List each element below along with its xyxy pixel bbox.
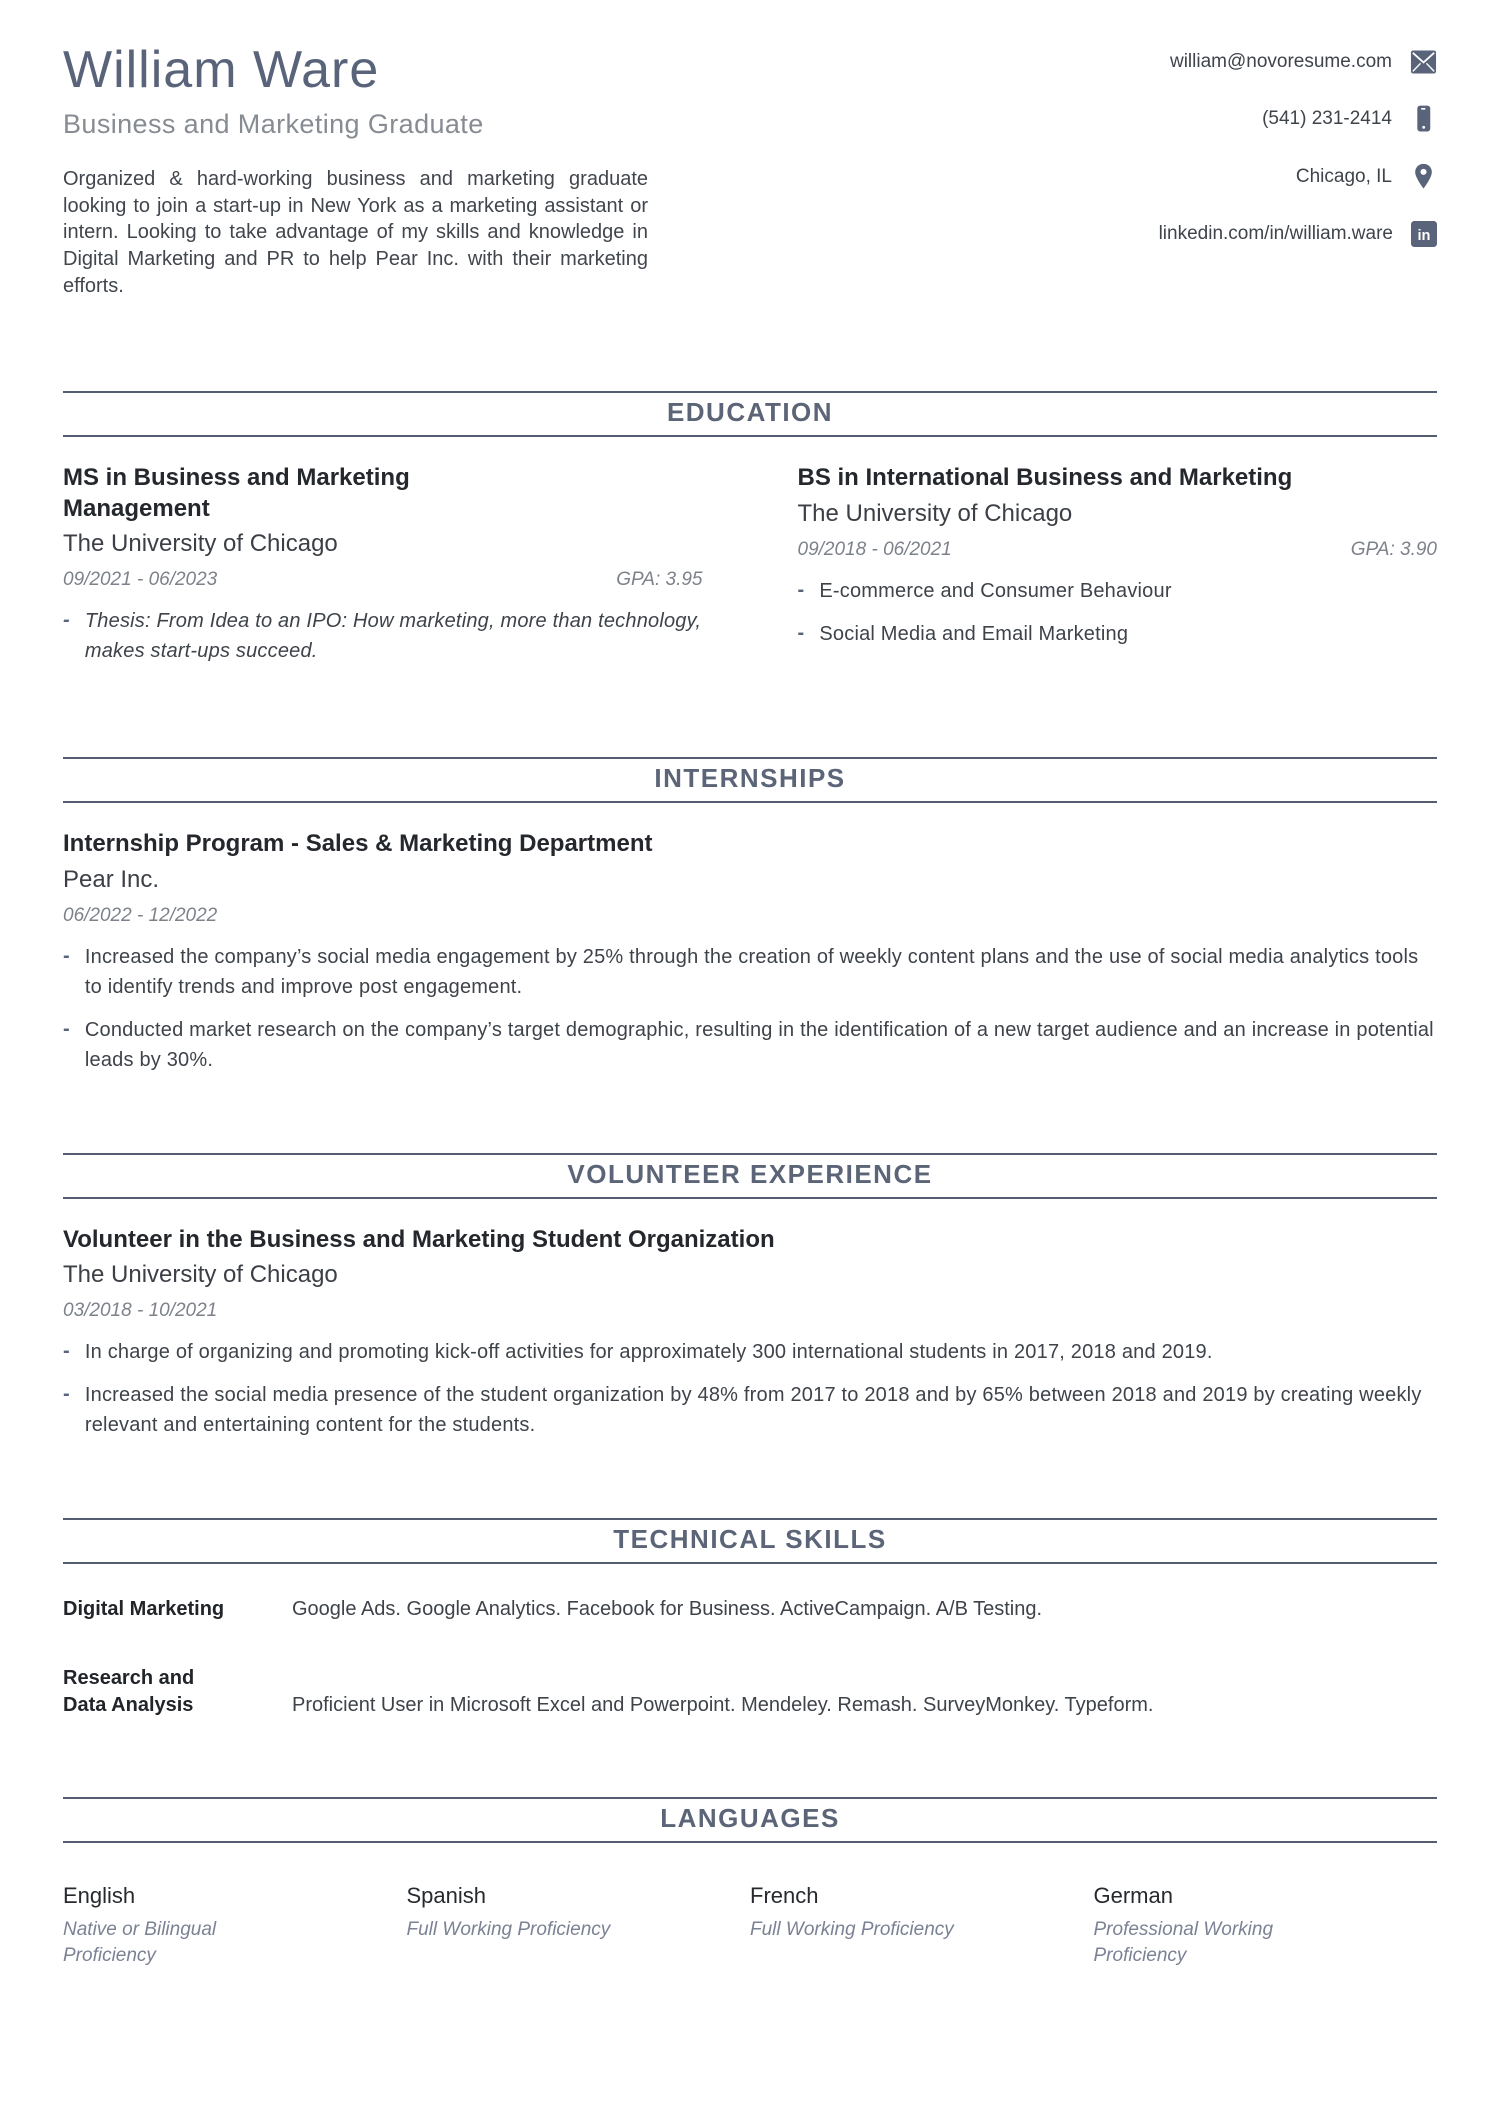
section-education bbox=[63, 391, 1437, 679]
contact-linkedin-label: linkedin.com/in/william.ware bbox=[1158, 223, 1393, 244]
svg-text:in: in bbox=[1417, 228, 1431, 245]
education-bullets bbox=[63, 606, 703, 666]
skill-label: Research and Data Analysis bbox=[63, 1667, 195, 1717]
date-row bbox=[63, 905, 1437, 927]
entry-dates: 09/2018 - 06/2021 bbox=[797, 538, 952, 560]
company-name: Pear Inc. bbox=[63, 865, 160, 893]
linkedin-icon bbox=[1411, 221, 1437, 247]
language-level: Professional Working Proficiency bbox=[1093, 1919, 1274, 1966]
skill-value: Google Ads. Google Analytics. Facebook for Business. ActiveCampaign. A/B Testing. bbox=[292, 1598, 1043, 1621]
technical-skills-header bbox=[63, 1518, 1437, 1564]
entry-gpa: GPA: 3.90 bbox=[1350, 538, 1437, 560]
language-item-english bbox=[63, 1883, 407, 1968]
school-name: The University of Chicago bbox=[63, 530, 338, 558]
date-row bbox=[798, 539, 1438, 561]
entry-dates: 09/2021 - 06/2023 bbox=[63, 569, 218, 591]
education-entry-ms bbox=[63, 463, 703, 679]
volunteer-header bbox=[63, 1153, 1437, 1199]
education-entries bbox=[63, 463, 1437, 679]
degree-title: BS in International Business and Marketing bbox=[797, 464, 1293, 492]
contact-email-label: william@novoresume.com bbox=[1169, 51, 1392, 72]
section-technical-skills bbox=[63, 1518, 1437, 1719]
internships-header bbox=[63, 757, 1437, 803]
identity-block bbox=[63, 42, 648, 299]
degree-title: MS in Business and Marketing Management bbox=[63, 464, 410, 522]
language-item-german bbox=[1094, 1883, 1438, 1968]
languages-grid bbox=[63, 1883, 1437, 1968]
language-level: Full Working Proficiency bbox=[750, 1919, 954, 1941]
bullet-item bbox=[798, 619, 1438, 649]
bullet-text: - Thesis: From Idea to an IPO: How marketing, more than technology, makes start-ups succeed. bbox=[84, 610, 702, 663]
bullet-item bbox=[63, 1380, 1437, 1440]
skill-label: Digital Marketing bbox=[63, 1598, 225, 1621]
entry-dates: 03/2018 - 10/2021 bbox=[63, 1300, 218, 1322]
education-title: EDUCATION bbox=[666, 397, 834, 428]
bullet-text: - E-commerce and Consumer Behaviour bbox=[819, 579, 1172, 602]
summary-text: Organized & hard-working business and marketing graduate looking to join a start-up in New York as a marketing assistant or intern. Looking to take advantage of my skills and knowledge in Digital Marketing and PR to help Pear Inc. with their marketing efforts. bbox=[63, 168, 648, 297]
role-title: Internship Program - Sales & Marketing Department bbox=[63, 830, 653, 858]
volunteer-title: VOLUNTEER EXPERIENCE bbox=[567, 1158, 933, 1189]
volunteer-bullets bbox=[63, 1337, 1437, 1440]
contact-linkedin[interactable] bbox=[1159, 221, 1437, 247]
contact-phone bbox=[1262, 105, 1437, 132]
bullet-item bbox=[63, 1015, 1437, 1075]
contact-email[interactable] bbox=[1170, 50, 1437, 74]
bullet-item bbox=[63, 942, 1437, 1002]
bullet-item bbox=[798, 576, 1438, 606]
language-name: English bbox=[63, 1883, 136, 1909]
language-name: French bbox=[750, 1883, 819, 1909]
phone-icon bbox=[1410, 105, 1437, 132]
section-volunteer bbox=[63, 1153, 1437, 1440]
organization-name: The University of Chicago bbox=[63, 1261, 338, 1289]
skill-value: Proficient User in Microsoft Excel and Powerpoint. Mendeley. Remash. SurveyMonkey. Typeform. bbox=[292, 1694, 1154, 1717]
language-item-french bbox=[750, 1883, 1094, 1968]
location-icon bbox=[1410, 163, 1437, 190]
mail-icon bbox=[1410, 50, 1437, 74]
contact-location-label: Chicago, IL bbox=[1295, 165, 1392, 187]
language-level: Full Working Proficiency bbox=[406, 1919, 611, 1941]
bullet-text: - Social Media and Email Marketing bbox=[819, 622, 1129, 645]
school-name: The University of Chicago bbox=[797, 499, 1073, 527]
technical-skills-title: TECHNICAL SKILLS bbox=[613, 1524, 887, 1555]
bullet-item bbox=[63, 1337, 1437, 1367]
entry-dates: 06/2022 - 12/2022 bbox=[63, 904, 218, 926]
languages-header bbox=[63, 1797, 1437, 1843]
bullet-text: - Conducted market research on the company’s target demographic, resulting in the identification of a new target audience and an increase in potential leads by 30%. bbox=[84, 1018, 1434, 1071]
person-title: Business and Marketing Graduate bbox=[63, 109, 484, 140]
contact-block bbox=[1159, 50, 1437, 299]
entry-gpa: GPA: 3.95 bbox=[616, 569, 703, 591]
internship-bullets bbox=[63, 942, 1437, 1075]
languages-title: LANGUAGES bbox=[660, 1803, 840, 1834]
section-internships bbox=[63, 757, 1437, 1074]
volunteer-entry bbox=[63, 1225, 1437, 1440]
date-row bbox=[63, 1300, 1437, 1322]
contact-phone-label: (541) 231-2414 bbox=[1262, 107, 1392, 129]
bullet-text: - Increased the social media presence of the student organization by 48% from 2017 to 2018 and by 65% between 2018 and 2019 by creating weekly relevant and entertaining content for the students. bbox=[84, 1384, 1422, 1437]
contact-location bbox=[1296, 163, 1437, 190]
language-item-spanish bbox=[407, 1883, 751, 1968]
bullet-text: - In charge of organizing and promoting kick-off activities for approximately 300 international students in 2017, 2018 and 2019. bbox=[84, 1341, 1213, 1364]
education-bullets bbox=[798, 576, 1438, 649]
internship-entry bbox=[63, 829, 1437, 1074]
header bbox=[63, 42, 1437, 299]
language-name: Spanish bbox=[406, 1883, 487, 1909]
language-level: Native or Bilingual Proficiency bbox=[63, 1919, 217, 1966]
bullet-text: - Increased the company’s social media engagement by 25% through the creation of weekly content plans and the use of social media analytics tools to identify trends and improve post engagement. bbox=[84, 945, 1419, 998]
bullet-item bbox=[63, 606, 703, 666]
education-entry-bs bbox=[798, 463, 1438, 679]
internships-title: INTERNSHIPS bbox=[654, 763, 846, 794]
date-row bbox=[63, 569, 703, 591]
education-header bbox=[63, 391, 1437, 437]
person-name: William Ware bbox=[63, 41, 380, 99]
skills-grid bbox=[63, 1596, 1437, 1719]
role-title: Volunteer in the Business and Marketing Student Organization bbox=[63, 1225, 775, 1253]
section-languages bbox=[63, 1797, 1437, 1968]
language-name: German bbox=[1093, 1883, 1173, 1909]
